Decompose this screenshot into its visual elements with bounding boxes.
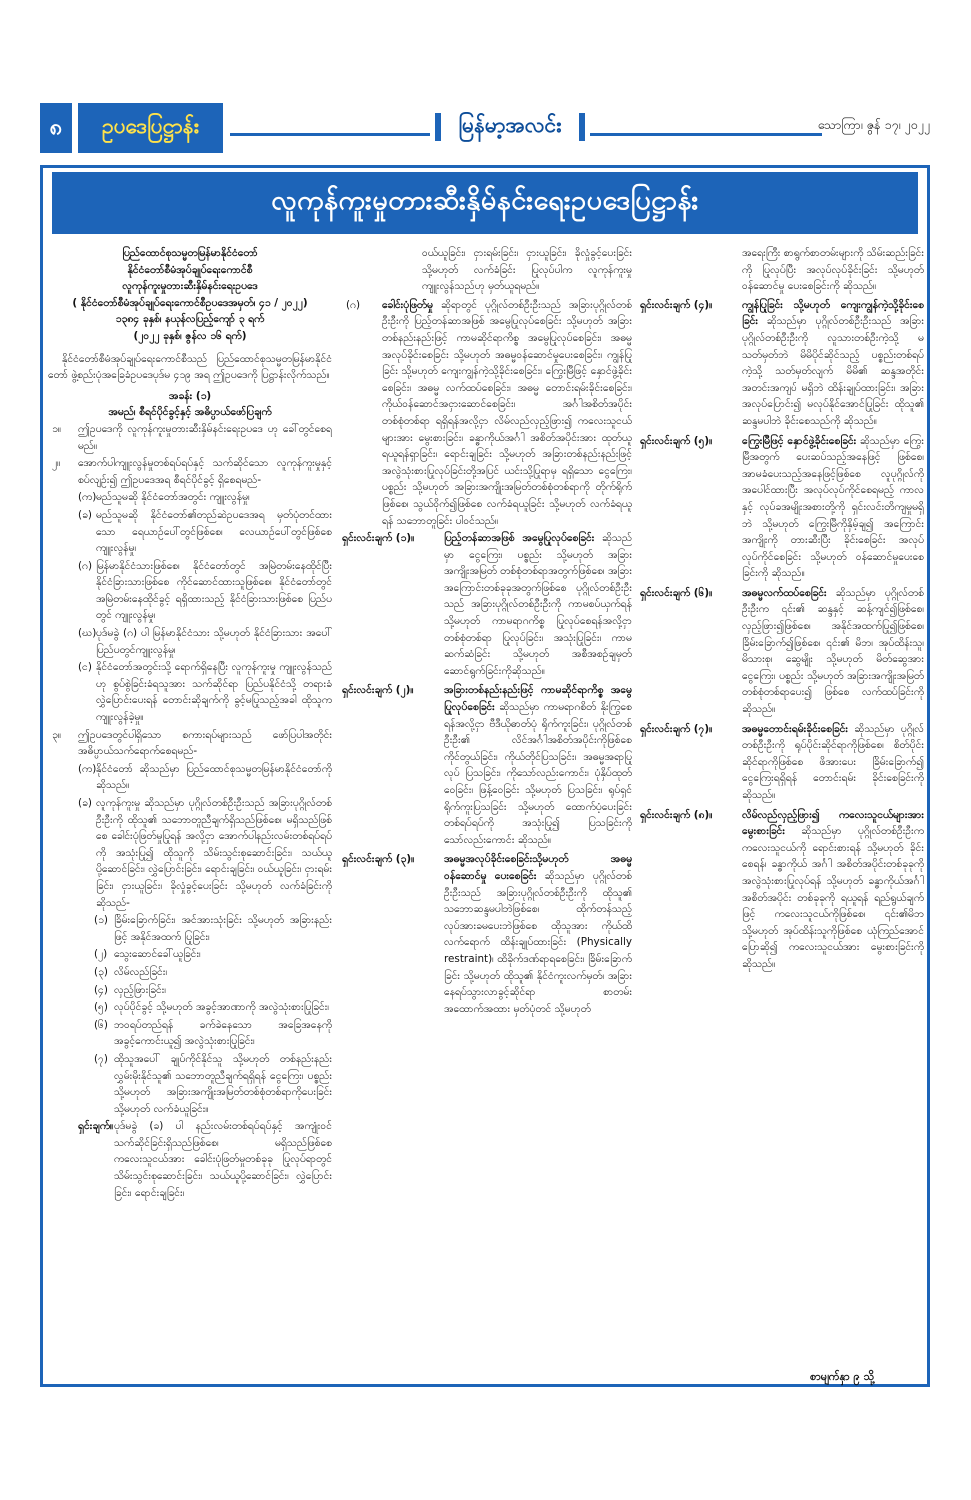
- section-2: [48, 455, 332, 488]
- explanation-text: ဆိုသည်မှာ ငွေကြေး၊ ပစ္စည်း သို့မဟုတ် အခြားအကျိုးအမြတ် တစ်စုံတစ်ရာအတွက်ဖြစ်စေ၊ အခြားအကြောင်းတစ်ခုခုအတွက်ဖြစ်စေ ပုဂ္ဂိုလ်တစ်ဦးဦးသည် အခြားပုဂ္ဂိုလ်တစ်ဦးဦးကို ကာမစပ်ယှက်ရန် သို့မဟုတ် ကာမရာဂကိစ္စ ပြုလုပ်စေရန်အလို့ငှာ တစ်စုံတစ်ရာ ပြုလုပ်ခြင်း၊ အသုံးပြုခြင်း၊ ကာမဆက်ဆံခြင်း သို့မဟုတ် အစီအစဉ်ချမှတ်ဆောင်ရွက်ခြင်းကိုဆိုသည်။: [444, 532, 632, 677]
- section-1: [48, 421, 332, 454]
- sub-marker: (၅): [94, 1001, 108, 1014]
- title-band: [52, 172, 918, 234]
- masthead-title: မြန်မာ့အလင်း: [458, 112, 562, 137]
- sub-item: [48, 982, 332, 999]
- continued-on-page: စာမျက်နှာ ၉ သို့: [810, 1370, 875, 1383]
- explanation-term: လိမ်လည်လှည့်ဖြား၍ ကလေးသူငယ်များအား မွေးစားခြင်း: [742, 808, 924, 838]
- definition-text: ဆိုရာတွင် ပုဂ္ဂိုလ်တစ်ဦးဦးသည် အခြားပုဂ္ဂိုလ်တစ်ဦးဦးကို ပြည့်တန်ဆာအဖြစ် အမွေပြုလုပ်စေခြင်း သို့မဟုတ် အခြားတစ်နည်းနည်းဖြင့် ကာမဆိုင်ရာကိစ္စ အမွေပြုလုပ်စေခြင်း၊ အဓမ္မအလုပ်ခိုင်းစေခြင်း သို့မဟုတ် အဓမ္မဝန်ဆောင်မှုပေးစေခြင်း၊ ကျွန်ပြုခြင်း သို့မဟုတ် ကျေးကျွန်ကဲ့သို့ခိုင်းစေခြင်း၊ ကြွေးမြီဖြင့် နှောင်ဖွဲ့ခိုင်းစေခြင်း၊ အဓမ္မ လက်ထပ်စေခြင်း၊ အဓမ္မ တောင်းရမ်းခိုင်းစေခြင်း၊ ကိုယ်ဝန်ဆောင်အငှားဆောင်စေခြင်း၊ အင်္ဂါအစိတ်အပိုင်းတစ်စုံတစ်ရာ ရရှိရန်အလို့ငှာ လိမ်လည်လှည့်ဖြား၍ ကလေးသူငယ်များအား မွေးစားခြင်း၊ ခန္ဓာကိုယ်အင်္ဂါ အစိတ်အပိုင်းအား ထုတ်ယူရယူရန်ရှာခြင်း၊ ရောင်းချခြင်း သို့မဟုတ် အခြားတစ်နည်းနည်းဖြင့် အလွဲသုံးစားပြုလုပ်ခြင်းတို့အပြင် ယင်းသို့ပြုရာမှ ရရှိသော ငွေကြေး၊ ပစ္စည်း သို့မဟုတ် အခြားအကျိုးအမြတ်တစ်စုံတစ်ရာကို တိုက်ရိုက်ဖြစ်စေ၊ သွယ်ဝိုက်၍ဖြစ်စေ လက်ခံရယူခြင်း သို့မဟုတ် လက်ခံရယူရန် သဘောတူခြင်း ပါဝင်သည်။: [382, 298, 632, 527]
- explanation-term: အဓမ္မတောင်းရမ်းခိုင်းစေခြင်း: [742, 722, 849, 735]
- explanation-text: ဆိုသည်မှာ ပုဂ္ဂိုလ်တစ်ဦးဦးသည် အခြားပုဂ္ဂိုလ်တစ်ဦးဦးကို ထိုသူ၏ သဘောဆန္ဒမပါဘဲဖြစ်စေ၊ ထိုက်တန်သည့် လုပ်အားခမပေးဘဲဖြစ်စေ ထိုသူအား ကိုယ်ထိလက်ရောက် ထိန်းချုပ်ထားခြင်း (Physically restraint)၊ ထိခိုက်ဒဏ်ရာရစေခြင်း၊ ခြိမ်းခြောက်ခြင်း သို့မဟုတ် ထိုသူ၏ နိုင်ငံကူးလက်မှတ်၊ အခြားနေရပ်သွားလာခွင့်ဆိုင်ရာ စာတမ်း အထောက်အထား မှတ်ပုံတင် သို့မဟုတ်: [444, 869, 632, 1015]
- clause-marker: (င): [78, 661, 92, 674]
- article-column-2: [342, 245, 632, 1385]
- clause-marker: (ခ): [78, 797, 92, 809]
- explanation-term: အခြားတစ်နည်းနည်းဖြင့် ကာမဆိုင်ရာကိစ္စ အမွေပြုလုပ်စေခြင်း: [444, 684, 632, 714]
- clause-text: မြန်မာနိုင်ငံသားဖြစ်စေ၊ နိုင်ငံတော်တွင် အမြဲတမ်းနေထိုင်ပြီး နိုင်ငံခြားသားဖြစ်စေ ကိုင်ဆောင်ထားသူဖြစ်စေ၊ နိုင်ငံတော်တွင် အမြဲတမ်းနေထိုင်ခွင့် ရရှိထားသည့် နိုင်ငံခြားသားဖြစ်စေ ပြည်ပတွင် ကျူးလွန်မှု၊: [96, 559, 332, 622]
- sub-text: လှည့်ဖြားခြင်း၊: [114, 983, 167, 996]
- explanation-marker: ရှင်းလင်းချက် (၃)။: [342, 853, 415, 866]
- explanation-text: ဆိုသည်မှာ ပုဂ္ဂိုလ်တစ်ဦးဦးကို ရုပ်ပိုင်းဆိုင်ရာကိုဖြစ်စေ၊ စိတ်ပိုင်းဆိုင်ရာကိုဖြစ်စေ ဖိအားပေး ခြိမ်းခြောက်၍ ငွေကြေးရရှိရန် တောင်းရမ်း ခိုင်းစေခြင်းကို ဆိုသည်။: [742, 722, 924, 801]
- explanation-text: ဆိုသည်မှာ ကာမရာဂစိတ် နိုးကြွစေရန်အလို့ငှာ ဗီဒီယိုဓာတ်ပုံ ရိုက်ကူးခြင်း၊ ပုဂ္ဂိုလ်တစ်ဦးဦး၏ လိင်အင်္ဂါအစိတ်အပိုင်းကိုဖြစ်စေ ကိုင်တွယ်ခြင်း၊ ကိုယ်တိုင်ပြသခြင်း၊ အဓမ္မအရာပြုလုပ် ပြသခြင်း၊ ကိုသော်လည်းကောင်း၊ ပုံနှိပ်ထုတ်ဝေခြင်း၊ ဖြန့်ဝေခြင်း သို့မဟုတ် ပြသခြင်း၊ ရုပ်ရှင်ရိုက်ကူးပြသခြင်း သို့မဟုတ် ထောက်ပံ့ပေးခြင်း တစ်ရပ်ရပ်ကို အသုံးပြု၍ ပြသခြင်းကို သော်လည်းကောင်း ဆိုသည်။: [444, 701, 632, 846]
- continued-text: အရေးကြီး စာရွက်စာတမ်းများကို သိမ်းဆည်းခြင်းကို ပြုလုပ်ပြီး အလုပ်လုပ်ခိုင်းခြင်း သို့မဟုတ် ဝန်ဆောင်မှု ပေးစေခြင်းကို ဆိုသည်။: [742, 247, 924, 293]
- heading-line: ၁၃၈၄ ခုနှစ်၊ နယုန်လပြည့်ကျော် ၃ ရက်: [115, 313, 265, 326]
- article-title: လူကုန်ကူးမှုတားဆီးနှိမ်နင်းရေးဥပဒေပြဋ္ဌာန်း: [271, 185, 699, 216]
- section-text: ဤဥပဒေတွင်ပါရှိသော စကားရပ်များသည် ဖော်ပြပါအတိုင်း အဓိပ္ပာယ်သက်ရောက်စေရမည်-: [78, 728, 332, 758]
- explanation-marker: ရှင်းလင်းချက် (၅)။: [640, 434, 713, 447]
- clause-text: ပုဒ်မခွဲ (ဂ) ပါ မြန်မာနိုင်ငံသား သို့မဟုတ် နိုင်ငံခြားသား အပေါ် ပြည်ပတွင်ကျူးလွန်မှု၊: [96, 627, 332, 656]
- heading-line: ပြည်ထောင်စုသမ္မတမြန်မာနိုင်ငံတော်: [122, 247, 258, 259]
- explanation-text: ဆိုသည်မှာ ပုဂ္ဂိုလ်တစ်ဦးဦးသည် အခြားပုဂ္ဂိုလ်တစ်ဦးဦးကို လူသားတစ်ဦးကဲ့သို့ မသတ်မှတ်ဘဲ မိမိပိုင်ဆိုင်သည့် ပစ္စည်းတစ်ရပ်ကဲ့သို့ သတ်မှတ်လျက် မိမိ၏ ဆန္ဒအတိုင်း အတင်းအကျပ် မရှိဘဲ ထိန်းချုပ်ထားခြင်း၊ အခြားအလုပ်ပြောင်း၍ မလုပ်နိုင်အောင်ပြုခြင်း ထိုသူ၏ ဆန္ဒမပါဘဲ ခိုင်းစေသည်ကို ဆိုသည်။: [742, 315, 924, 427]
- issue-date: သောကြာ၊ ဇွန် ၁၇၊ ၂၀၂၂: [817, 117, 930, 132]
- masthead-flag-left: [435, 113, 441, 141]
- explanation-marker: ရှင်းလင်းချက် (၂)။: [342, 684, 414, 697]
- definition-text: လူကုန်ကူးမှု ဆိုသည်မှာ ပုဂ္ဂိုလ်တစ်ဦးဦးသည် အခြားပုဂ္ဂိုလ်တစ်ဦးဦးကို ထိုသူ၏ သဘောတူညီချက်ရှိသည်ဖြစ်စေ၊ မရှိသည်ဖြစ်စေ ခေါင်းပုံဖြတ်မှုပြုရန် အလို့ငှာ အောက်ပါနည်းလမ်းတစ်ရပ်ရပ်ကို အသုံးပြု၍ ထိုသူကို သိမ်းသွင်းစုဆောင်းခြင်း၊ သယ်ယူပို့ဆောင်ခြင်း၊ လွှဲပြောင်းခြင်း၊ ရောင်းချခြင်း၊ ဝယ်ယူခြင်း၊ ငှားရမ်းခြင်း၊ ငှားယူခြင်း၊ ခိုလှုံခွင့်ပေးခြင်း သို့မဟုတ် လက်ခံခြင်းကို ဆိုသည်-: [96, 797, 332, 909]
- article-column-3: [640, 245, 924, 1385]
- explanation-text: ဆိုသည်မှာ ပုဂ္ဂိုလ်တစ်ဦးဦးက ကလေးသူငယ်ကို ရောင်းစားရန် သို့မဟုတ် ခိုင်းစေရန်၊ ခန္ဓာကိုယ် အင်္ဂါ အစိတ်အပိုင်းတစ်ခုခုကို အလွဲသုံးစားပြုလုပ်ရန် သို့မဟုတ် ခန္ဓာကိုယ်အင်္ဂါ အစိတ်အပိုင်း တစ်ခုခုကို ရယူရန် ရည်ရွယ်ချက်ဖြင့် ကလေးသူငယ်ကိုဖြစ်စေ၊ ၎င်း၏မိဘ သို့မဟုတ် အုပ်ထိန်းသူကိုဖြစ်စေ ယုံကြည်အောင်ပြောဆို၍ ကလေးသူငယ်အား မွေးစားခြင်းကို ဆိုသည်။: [742, 825, 924, 970]
- explanation-6: [640, 585, 924, 718]
- clause-text: မည်သူမဆို နိုင်ငံတော်အတွင်း ကျူးလွန်မှု၊: [96, 491, 250, 504]
- note-marker: ရှင်းချက်။: [78, 1120, 114, 1133]
- masthead-flag-right: [579, 113, 585, 141]
- sub-marker: (၃): [94, 965, 108, 978]
- definition-term: ခေါင်းပုံဖြတ်မှု: [382, 298, 433, 311]
- note-text: ပုဒ်မခွဲ (ခ) ပါ နည်းလမ်းတစ်ရပ်ရပ်နှင့် အကျုံးဝင် သက်ဆိုင်ခြင်းရှိသည်ဖြစ်စေ၊ မရှိသည်ဖြစ်စေ ကလေးသူငယ်အား ခေါင်းပုံဖြတ်မှုတစ်ခုခု ပြုလုပ်ရာတွင် သိမ်းသွင်းစုဆောင်းခြင်း၊ သယ်ယူပို့ဆောင်ခြင်း၊ လွှဲပြောင်းခြင်း၊ ရောင်းချခြင်း၊: [114, 1120, 332, 1199]
- heading-line: လူကုန်ကူးမှုတားဆီးနှိမ်နင်းရေးဥပဒေ: [122, 280, 258, 293]
- chapter-number: အခန်း (၁): [168, 389, 212, 402]
- sub-item: [48, 946, 332, 963]
- explanation-term: ကြွေးမြီဖြင့် နှောင်ဖွဲ့ခိုင်းစေခြင်း: [742, 434, 857, 447]
- definition-item: [48, 761, 332, 794]
- sub-item: [48, 999, 332, 1016]
- explanation-text: ဆိုသည်မှာ ပုဂ္ဂိုလ်တစ်ဦးဦးက ၎င်း၏ ဆန္ဒနှင့် ဆန့်ကျင်၍ဖြစ်စေ၊ လှည့်ဖြား၍ဖြစ်စေ၊ အနိုင်အထက်ပြု၍ဖြစ်စေ၊ ခြိမ်းခြောက်၍ဖြစ်စေ၊ ၎င်း၏ မိဘ၊ အုပ်ထိန်းသူ၊ မိသားစု၊ ဆွေမျိုး သို့မဟုတ် မိတ်ဆွေအား ငွေကြေး၊ ပစ္စည်း သို့မဟုတ် အခြားအကျိုးအမြတ်တစ်စုံတစ်ရာပေး၍ ဖြစ်စေ လက်ထပ်ခြင်းကို ဆိုသည်။: [742, 586, 924, 716]
- clause-marker: (ဂ): [346, 298, 361, 311]
- explanation-term: အဓမ္မလက်ထပ်စေခြင်း: [742, 586, 827, 599]
- sub-marker: (၆): [94, 1018, 108, 1031]
- header-rule-left: [230, 133, 430, 136]
- explanation-2: [342, 682, 632, 848]
- section-marker: ၁။: [52, 422, 61, 435]
- clause-item: [48, 625, 332, 658]
- continued-text: ဝယ်ယူခြင်း၊ ငှားရမ်းခြင်း၊ ငှားယူခြင်း၊ ခိုလှုံခွင့်ပေးခြင်း သို့မဟုတ် လက်ခံခြင်း ပြုလုပ်ပါက လူကုန်ကူးမှု ကျူးလွန်သည်ဟု မှတ်ယူရမည်။: [422, 247, 632, 293]
- preamble: နိုင်ငံတော်စီမံအုပ်ချုပ်ရေးကောင်စီသည် ပြည်ထောင်စုသမ္မတမြန်မာနိုင်ငံတော် ဖွဲ့စည်းပုံအခြေခံဥပဒေပုဒ်မ ၄၁၉ အရ ဤဥပဒေကို ပြဋ္ဌာန်းလိုက်သည်။: [48, 352, 332, 382]
- sub-text: ထိုသူအပေါ် ချုပ်ကိုင်နိုင်သူ သို့မဟုတ် တစ်နည်းနည်း လွှမ်းမိုးနိုင်သူ၏ သဘောတူညီချက်ရရှိရန် ငွေကြေး၊ ပစ္စည်း သို့မဟုတ် အခြားအကျိုးအမြတ်တစ်စုံတစ်ရာကိုပေးခြင်း သို့မဟုတ် လက်ခံယူခြင်း။: [114, 1052, 332, 1115]
- sub-marker: (၁): [94, 914, 108, 927]
- masthead: [435, 107, 585, 147]
- clause-item: [48, 659, 332, 725]
- definition-item: [48, 795, 332, 911]
- page-header: [40, 103, 930, 153]
- section-marker: ၂။: [52, 457, 61, 470]
- sub-item: [48, 964, 332, 981]
- sub-text: သွေးဆောင်ခေါ်ယူခြင်း၊: [114, 948, 201, 961]
- section-text: အောက်ပါကျူးလွန်မှုတစ်ရပ်ရပ်နှင့် သက်ဆိုင်သော လူကုန်ကူးမှုနှင့်စပ်လျဉ်း၍ ဤဥပဒေအရ စီရင်ပိုင်ခွင့် ရှိစေရမည်-: [78, 457, 332, 486]
- clause-item: [48, 489, 332, 506]
- definition-item: [342, 297, 632, 529]
- definition-text: နိုင်ငံတော် ဆိုသည်မှာ ပြည်ထောင်စုသမ္မတမြန်မာနိုင်ငံတော်ကို ဆိုသည်။: [96, 762, 332, 792]
- explanation-marker: ရှင်းလင်းချက် (၄)။: [640, 298, 713, 311]
- sub-marker: (၄): [94, 983, 108, 996]
- clause-marker: (က): [78, 491, 97, 504]
- section-text: ဤဥပဒေကို လူကုန်ကူးမှုတားဆီးနှိမ်နင်းရေးဥပဒေ ဟု ခေါ်တွင်စေရမည်။: [78, 422, 332, 452]
- sub-text: ခြိမ်းခြောက်ခြင်း၊ အင်အားသုံးခြင်း သို့မဟုတ် အခြားနည်းဖြင့် အနိုင်အထက် ပြုခြင်း၊: [114, 914, 332, 943]
- explanation-marker: ရှင်းလင်းချက် (၈)။: [640, 808, 713, 821]
- header-rule-right: [590, 133, 822, 136]
- clause-marker: (ဃ): [78, 627, 97, 640]
- explanation-4: [640, 297, 924, 430]
- law-heading: [48, 245, 332, 345]
- sub-text: လိမ်လည်ခြင်း၊: [114, 965, 168, 978]
- clause-item: [48, 507, 332, 557]
- sub-marker: (၂): [94, 948, 108, 961]
- explanation-text: ဆိုသည်မှာ ကြွေးမြီအတွက် ပေးဆပ်သည့်အနေဖြင့် ဖြစ်စေ၊ အာမခံပေးသည့်အနေဖြင့်ဖြစ်စေ လူပုဂ္ဂိုလ်ကို အပေါင်ထားပြီး အလုပ်လုပ်ကိုင်စေရမည့် ကာလနှင့် လုပ်ခအမျိုးအစားတို့ကို ရှင်းလင်းတိကျမှုမရှိဘဲ သို့မဟုတ် ကြွေးမြီကိုနှိမ့်ချ၍ အကြောင်းအကျိုးကို တားဆီးပြီး ခိုင်းစေခြင်း အလုပ်လုပ်ကိုင်စေခြင်း သို့မဟုတ် ဝန်ဆောင်မှုပေးစေခြင်းကို ဆိုသည်။: [742, 434, 924, 580]
- section-label: ဥပဒေပြဋ္ဌာန်း: [78, 103, 223, 153]
- clause-text: နိုင်ငံတော်အတွင်းသို့ ရောက်ရှိနေပြီး လူကုန်ကူးမှု ကျူးလွန်သည်ဟု စွပ်စွဲခြင်းခံရသူအား သက်ဆိုင်ရာ ပြည်ပနိုင်ငံသို့ တရားခံလွှဲပြောင်းပေးရန် တောင်းဆိုချက်ကို ခွင့်မပြုသည့်အခါ ထိုသူကကျူးလွန်ခဲ့မှု။: [96, 661, 332, 724]
- heading-line: ( နိုင်ငံတော်စီမံအုပ်ချုပ်ရေးကောင်စီဥပဒေအမှတ်၊ ၄၁ / ၂၀၂၂): [72, 296, 308, 309]
- section-3: [48, 727, 332, 760]
- explanation-5: [640, 433, 924, 582]
- page-number: ၈: [40, 103, 72, 153]
- explanation-term: ပြည့်တန်ဆာအဖြစ် အမွေပြုလုပ်စေခြင်း: [444, 532, 595, 545]
- clause-text: မည်သူမဆို နိုင်ငံတော်၏တည်ဆဲဥပဒေအရ မှတ်ပုံတင်ထားသော ရေယာဉ်ပေါ်တွင်ဖြစ်စေ၊ လေယာဉ်ပေါ်တွင်ဖြစ်စေ ကျူးလွန်မှု၊: [96, 508, 332, 555]
- explanation-marker: ရှင်းလင်းချက် (၇)။: [640, 722, 713, 735]
- article-column-1: [48, 245, 332, 1385]
- clause-marker: (က): [78, 762, 97, 775]
- explanation-note: [48, 1118, 332, 1201]
- sub-item: [48, 1017, 332, 1050]
- heading-line: နိုင်ငံတော်စီမံအုပ်ချုပ်ရေးကောင်စီ: [127, 263, 253, 276]
- section-marker: ၃။: [52, 728, 61, 741]
- clause-item: [48, 558, 332, 624]
- explanation-marker: ရှင်းလင်းချက် (၆)။: [640, 586, 713, 599]
- sub-item: [48, 912, 332, 945]
- explanation-8: [640, 807, 924, 973]
- clause-marker: (ခ): [78, 508, 92, 521]
- explanation-1: [342, 530, 632, 679]
- explanation-marker: ရှင်းလင်းချက် (၁)။: [342, 532, 415, 545]
- sub-item: [48, 1051, 332, 1117]
- sub-text: လုပ်ပိုင်ခွင့် သို့မဟုတ် အခွင့်အာဏာကို အလွဲသုံးစားပြုခြင်း၊: [114, 1001, 330, 1014]
- clause-marker: (ဂ): [78, 559, 93, 572]
- chapter-title: အမည်၊ စီရင်ပိုင်ခွင့်နှင့် အဓိပ္ပာယ်ဖော်ပြချက်: [108, 406, 272, 419]
- heading-line: (၂၀၂၂ ခုနှစ်၊ ဇွန်လ ၁၆ ရက်): [133, 329, 247, 342]
- sub-text: ဘဝရပ်တည်ရန် ခက်ခဲနေသော အခြေအနေကို အခွင့်ကောင်းယူ၍ အလွဲသုံးစားပြုခြင်း၊: [114, 1018, 332, 1048]
- explanation-7: [640, 721, 924, 804]
- explanation-term: ကျွန်ပြုခြင်း သို့မဟုတ် ကျေးကျွန်ကဲ့သို့ခိုင်းစေခြင်း: [742, 298, 924, 328]
- explanation-3: [342, 851, 632, 1017]
- sub-marker: (၇): [94, 1052, 108, 1065]
- explanation-term: အဓမ္မအလုပ်ခိုင်းစေခြင်းသို့မဟုတ် အဓမ္မဝန်ဆောင်မှု ပေးစေခြင်း: [444, 853, 632, 882]
